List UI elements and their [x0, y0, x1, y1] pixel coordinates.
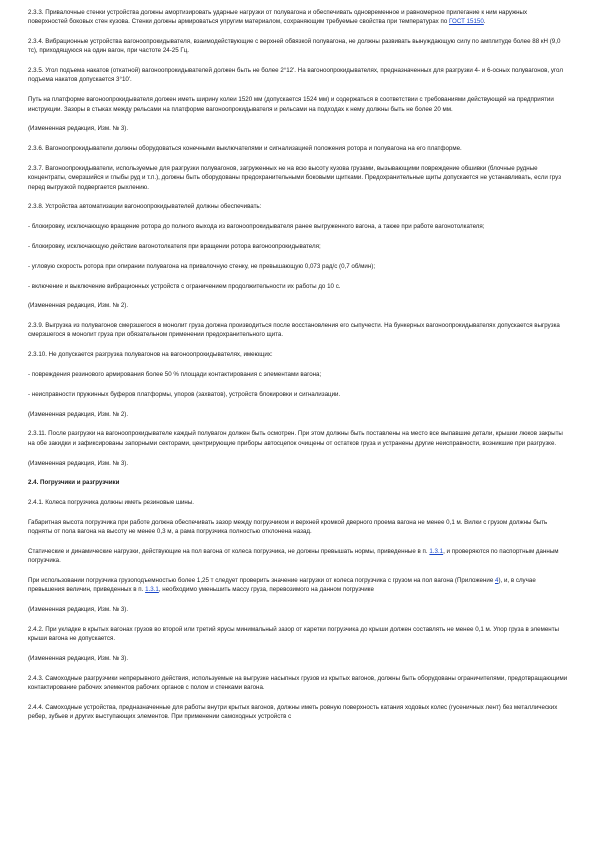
- paragraph-clearance: Габаритная высота погрузчика при работе должна обеспечивать зазор между погрузчиком и верхней кромкой дверного проема вагона не менее 0,1 м. Вилки с грузом должны быть подняты от пола вагона на высоту не менее 0,3 м, а рама погрузчика полностью отклонена назад.: [28, 518, 548, 536]
- clause-1-3-1-link[interactable]: 1.3.1: [145, 586, 159, 594]
- text: 2.3.3. Привалочные стенки устройства должны амортизировать ударные нагрузки от полувагона и обеспечивать одновременное и равномерное прилегание к ним наружных поверхностей боковых стен кузова. Стенки должны армироваться упругим материалом, сохраняющим требуемые свойства при температурах по: [28, 9, 528, 26]
- paragraph-loads: [28, 547, 568, 566]
- list-item: - блокировку, исключающую вращение ротора до полного выхода из вагоноопрокидывателя ранее выгруженного вагона, а также при работе вагонотолкателя;: [28, 223, 485, 231]
- text: , необходимо уменьшить массу груза, перевозимого на данном погрузчике: [158, 586, 374, 594]
- paragraph-2-4-3: 2.4.3. Самоходные разгрузчики непрерывного действия, используемые на выгрузке насыпных грузов из крытых вагонов, должны быть оборудованы ограничителями, предотвращающими контактирование рабочих элементов рабочих органов с полом и стенками вагона.: [28, 674, 568, 692]
- paragraph-2-3-9: 2.3.9. Выгрузка из полувагонов смерзшегося в монолит груза должна производиться после восстановления его сыпучести. На бункерных вагоноопрокидывателях допускается выгрузка смерзшегося в монолит груза при обязательном применении предохранительного щита.: [28, 322, 560, 339]
- appendix-4-link[interactable]: 4: [495, 577, 499, 585]
- clause-1-3-1-link[interactable]: 1.3.1: [429, 548, 444, 555]
- amendment-note: (Измененная редакция, Изм. № 3).: [28, 655, 129, 663]
- paragraph-2-4-4: 2.4.4. Самоходные устройства, предназначенные для работы внутри крытых вагонов, должны иметь ровную поверхность катания ходовых колес (гусеничных лент) без металлических ребер, зубьев и других выступающих элементов. При применении самоходных устройств с: [28, 703, 558, 721]
- text: , и проверяются по паспортным данным погрузчика.: [28, 548, 559, 565]
- text: Статические и динамические нагрузки, действующие на пол вагона от колеса погрузчика, не должны превышать нормы, приведенные в п.: [28, 548, 430, 555]
- text: ), и, в случае превышения величин, приведенных в п.: [28, 577, 536, 594]
- paragraph-2-3-10: 2.3.10. Не допускается разгрузка полувагонов на вагоноопрокидывателях, имеющих:: [28, 351, 273, 359]
- paragraph-2-3-11: 2.3.11. После разгрузки на вагоноопрокидывателе каждый полувагон должен быть осмотрен. При этом должны быть поставлены на место все выпавшие детали, крышки люков закрыты на обе закидки и зафиксированы запорными секторами, центрирующие приборы автосцепок очищены от остатков груза и устранены другие неисправности, возникшие при разгрузке.: [28, 430, 563, 447]
- text: При использовании погрузчика грузоподъемностью более 1,25 т следует проверить значение нагрузки от колеса погрузчика с грузом на пол вагона (Приложение: [28, 577, 495, 585]
- gost-link[interactable]: ГОСТ 15150: [449, 18, 484, 26]
- paragraph-2-4-1: 2.4.1. Колеса погрузчика должны иметь резиновые шины.: [28, 499, 195, 507]
- paragraph-2-3-5: 2.3.5. Угол подъема накатов (откатной) вагоноопрокидывателей должен быть не более 2°12'. На вагоноопрокидывателях, предназначенных для разгрузки 4- и 6-осных полувагонов, угол подъема накатов допускается 3°10'.: [28, 67, 563, 84]
- list-item: - повреждения резинового армирования более 50 % площади контактирования с элементами вагона;: [28, 371, 322, 379]
- paragraph-track: Путь на платформе вагоноопрокидывателя должен иметь ширину колеи 1520 мм (допускается 1524 мм) и содержаться в соответствии с требованиями действующей на предприятии инструкции. Зазоры в стыках между рельсами на платформе вагоноопрокидывателя и рельсами на подходах к нему должны быть не более 20 мм.: [28, 96, 554, 113]
- paragraph-2-3-3: [28, 8, 568, 27]
- amendment-note: (Измененная редакция, Изм. № 2).: [28, 410, 129, 418]
- paragraph-2-3-6: 2.3.6. Вагоноопрокидыватели должны оборудоваться конечными выключателями и сигнализацией положения ротора и полувагона на его платформе.: [28, 145, 462, 153]
- amendment-note: (Измененная редакция, Изм. № 2).: [28, 302, 129, 310]
- amendment-note: (Измененная редакция, Изм. № 3).: [28, 125, 129, 133]
- amendment-note: (Измененная редакция, Изм. № 3).: [28, 606, 129, 614]
- text: .: [483, 18, 486, 26]
- paragraph-2-3-7: 2.3.7. Вагоноопрокидыватели, используемые для разгрузки полувагонов, загруженных не на всю высоту кузова грузами, вызывающими повреждение обшивки (блочные рудные концентраты, смерзшийся и глыбы руд и т.п.), должны быть оборудованы предохранительными боковыми щитками. Предохранительные щиты допускается не устанавливать, если груз перед выгрузкой подвергается рыхлению.: [28, 164, 562, 191]
- list-item: - включение и выключение вибрационных устройств с ограничением продолжительности их работы до 10 с.: [28, 282, 341, 290]
- paragraph-loader-capacity: [28, 576, 568, 595]
- paragraph-2-3-4: 2.3.4. Вибрационные устройства вагоноопрокидывателя, взаимодействующие с верхней обвязкой полувагона, не должны развивать вынуждающую силу по амплитуде более 88 кН (9,0 тс), приходящуюся на один вагон, при частоте 24-25 Гц.: [28, 38, 561, 55]
- paragraph-2-4-2: 2.4.2. При укладке в крытых вагонах грузов во второй или третий ярусы минимальный зазор от каретки погрузчика до крыши должен составлять не менее 0,1 м. Упор груза в элементы крыши вагона не допускается.: [28, 625, 559, 643]
- list-item: - угловую скорость ротора при опирании полувагона на привалочную стенку, не превышающую 0,073 рад/с (0,7 об/мин);: [28, 262, 376, 270]
- amendment-note: (Измененная редакция, Изм. № 3).: [28, 459, 129, 467]
- list-item: - неисправности пружинных буферов платформы, упоров (захватов), устройств блокировки и сигнализации.: [28, 390, 341, 398]
- list-item: - блокировку, исключающую действие вагонотолкателя при вращении ротора вагоноопрокидывателя;: [28, 242, 321, 250]
- paragraph-2-3-8: 2.3.8. Устройства автоматизации вагоноопрокидывателей должны обеспечивать:: [28, 203, 262, 211]
- section-heading: 2.4. Погрузчики и разгрузчики: [28, 479, 120, 487]
- document-page: [28, 8, 568, 732]
